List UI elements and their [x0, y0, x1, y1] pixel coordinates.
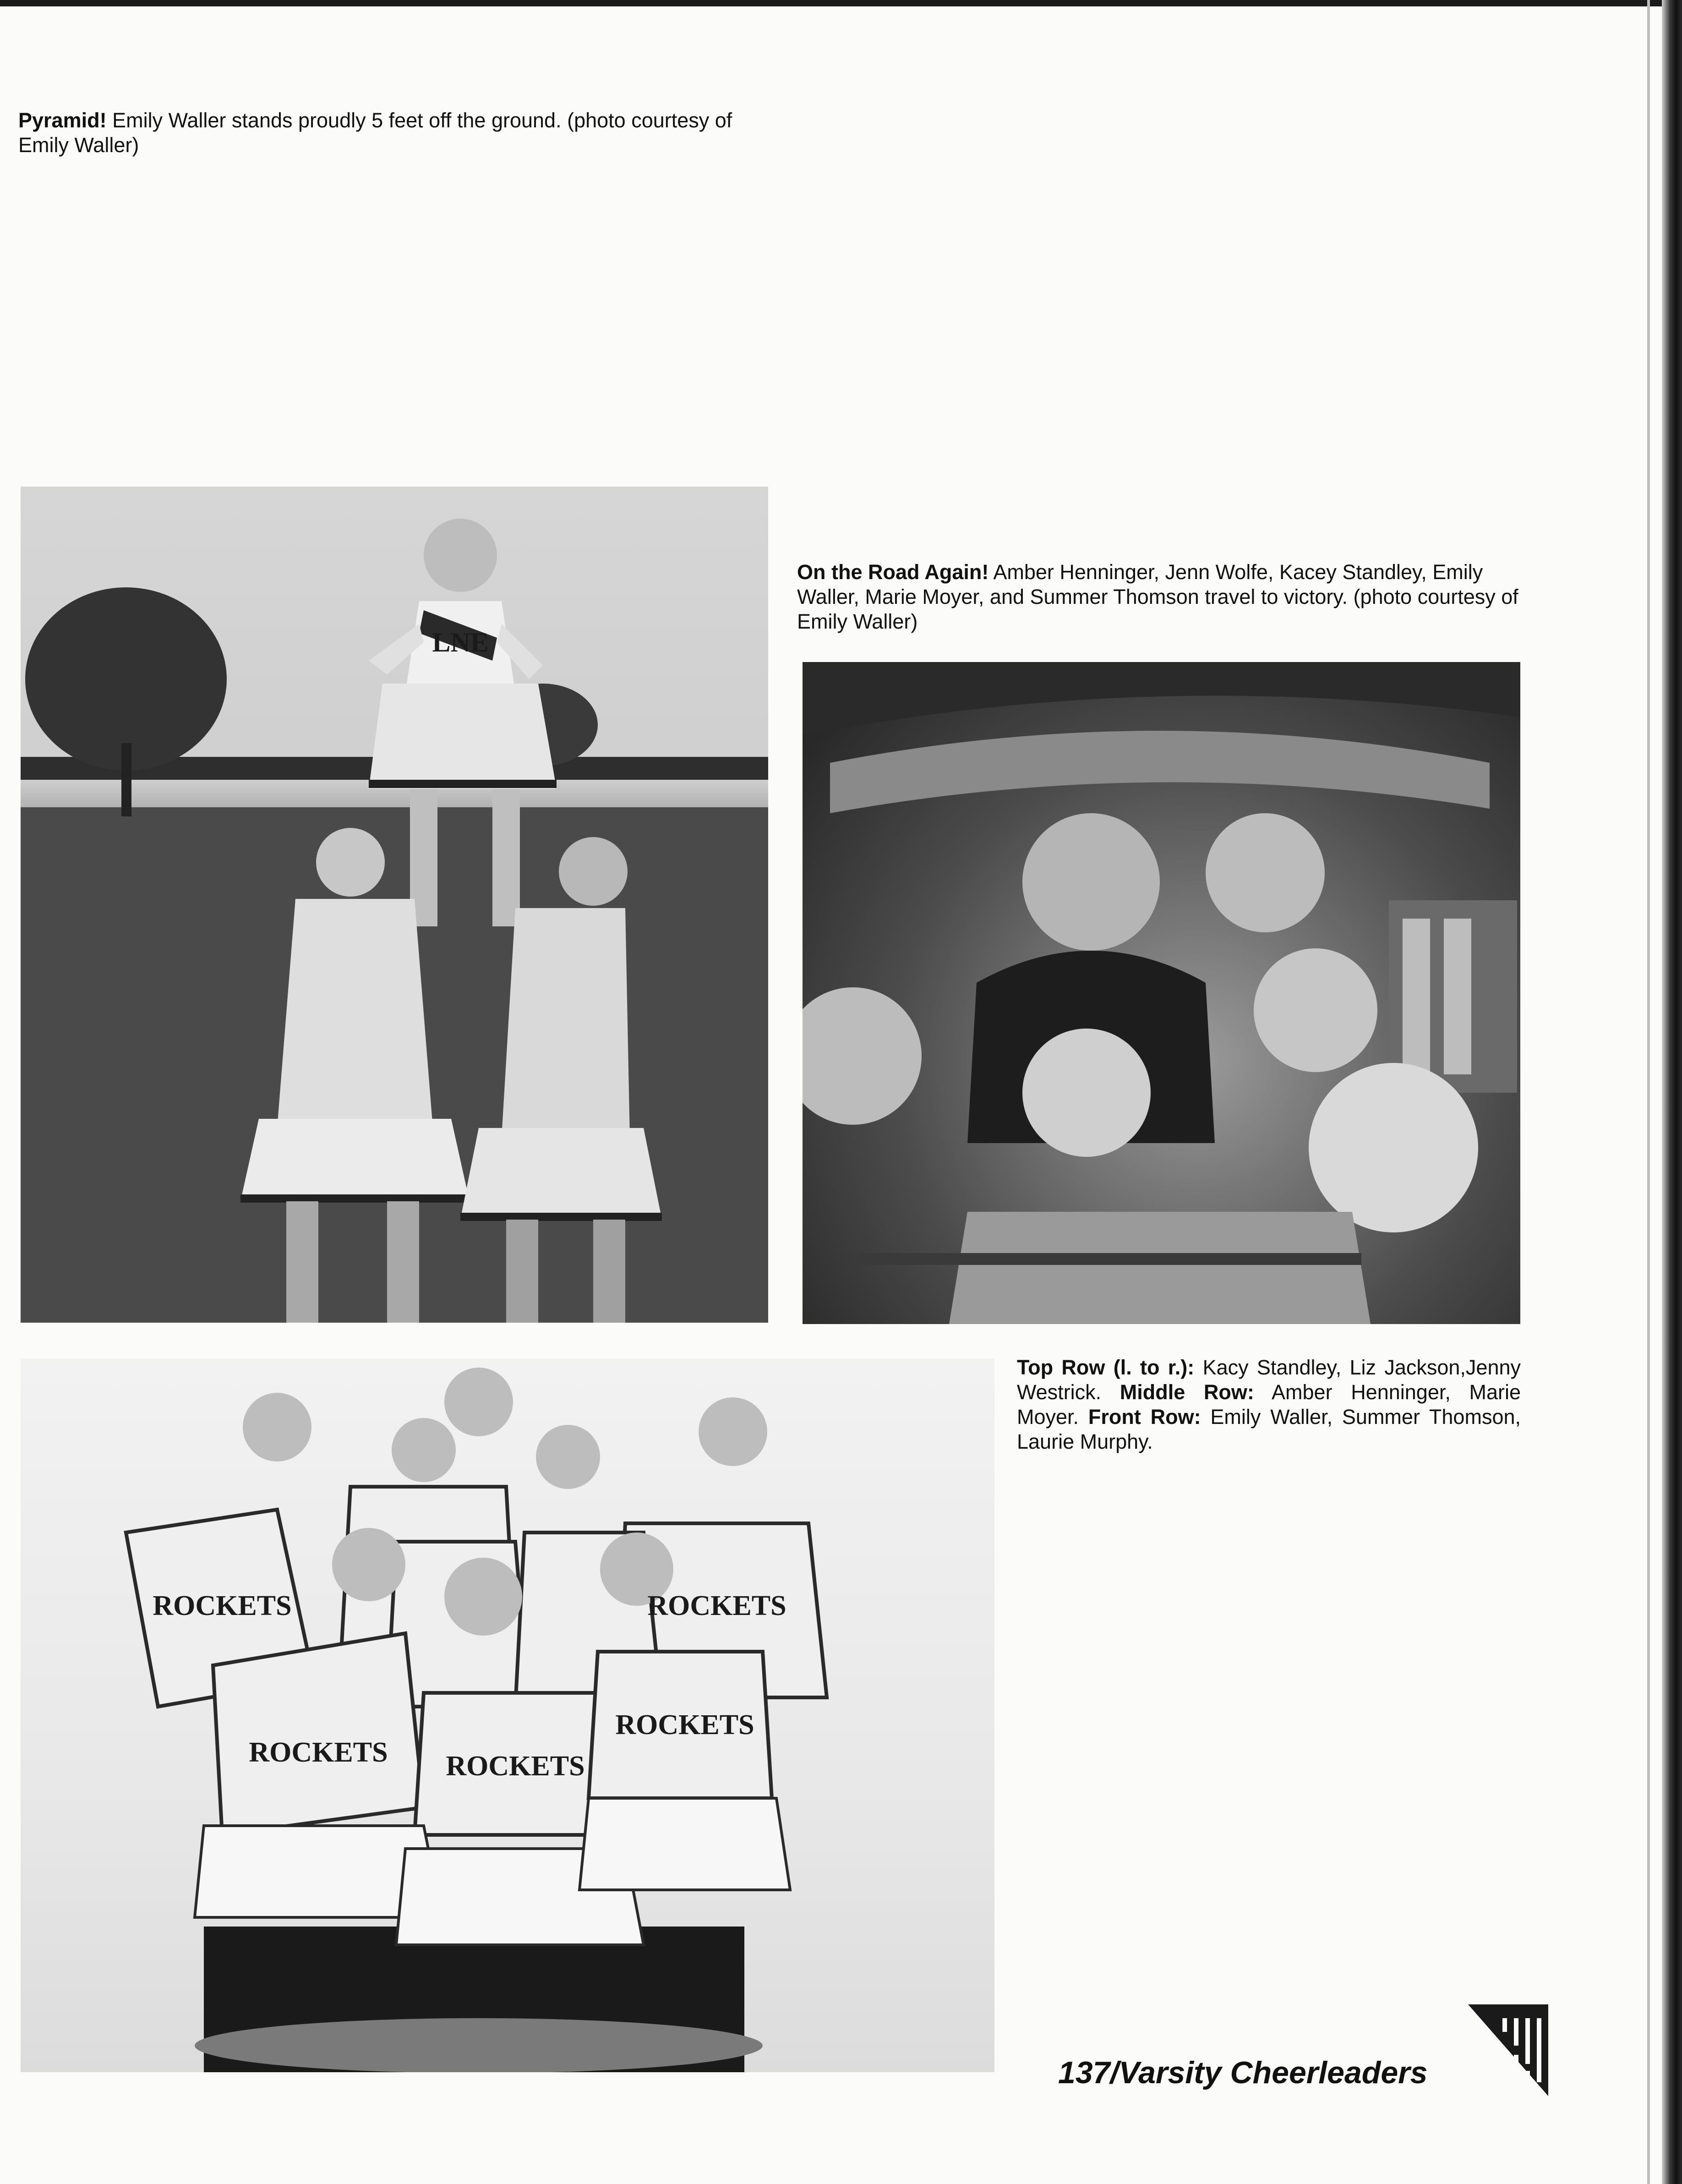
caption-team-front-label: Front Row:: [1088, 1405, 1201, 1429]
pyramid-uniform-letters: LNE: [432, 627, 489, 657]
caption-road: [797, 560, 1521, 634]
sweater-lettering-3: ROCKETS: [249, 1737, 388, 1768]
caption-team-top-label: Top Row (l. to r.):: [1017, 1356, 1195, 1379]
page-folio: 137/Varsity Cheerleaders: [1058, 2055, 1428, 2090]
caption-road-text: Amber Henninger, Jenn Wolfe, Kacey Standley, Emily Waller, Marie Moyer, and Summer Thomson travel to victory. (photo courtesy of Emily Waller): [797, 560, 1518, 633]
sweater-lettering-1: ROCKETS: [153, 1590, 292, 1621]
binding-edge: [1662, 0, 1682, 2184]
page-top-rule: [0, 0, 1682, 6]
caption-team: [1017, 1355, 1521, 1454]
photo-team-drawing: [21, 1358, 994, 2072]
binding-shadow: [1647, 0, 1650, 2184]
photo-team: [21, 1358, 994, 2072]
photo-bus: [803, 662, 1520, 1324]
caption-team-middle-label: Middle Row:: [1120, 1380, 1254, 1404]
caption-pyramid-lead: Pyramid!: [18, 109, 107, 132]
caption-pyramid: [18, 108, 788, 158]
caption-team-middle-text: Amber Henninger, Marie Moyer.: [1017, 1380, 1521, 1429]
photo-pyramid-drawing: [21, 487, 768, 1323]
caption-road-lead: On the Road Again!: [797, 560, 989, 584]
caption-team-front-text: Emily Waller, Summer Thomson, Laurie Murphy.: [1017, 1405, 1521, 1453]
caption-pyramid-text: Emily Waller stands proudly 5 feet off the ground. (photo courtesy of Emily Waller): [18, 109, 732, 157]
sweater-lettering-4: ROCKETS: [446, 1751, 585, 1782]
photo-bus-drawing: [803, 662, 1520, 1324]
caption-team-top-text: Kacy Standley, Liz Jackson,Jenny Westrick.: [1017, 1356, 1521, 1404]
folio-mark-icon: [1468, 1995, 1548, 2096]
photo-pyramid: [21, 487, 768, 1323]
sweater-lettering-2: ROCKETS: [647, 1590, 786, 1621]
sweater-lettering-5: ROCKETS: [615, 1709, 754, 1741]
